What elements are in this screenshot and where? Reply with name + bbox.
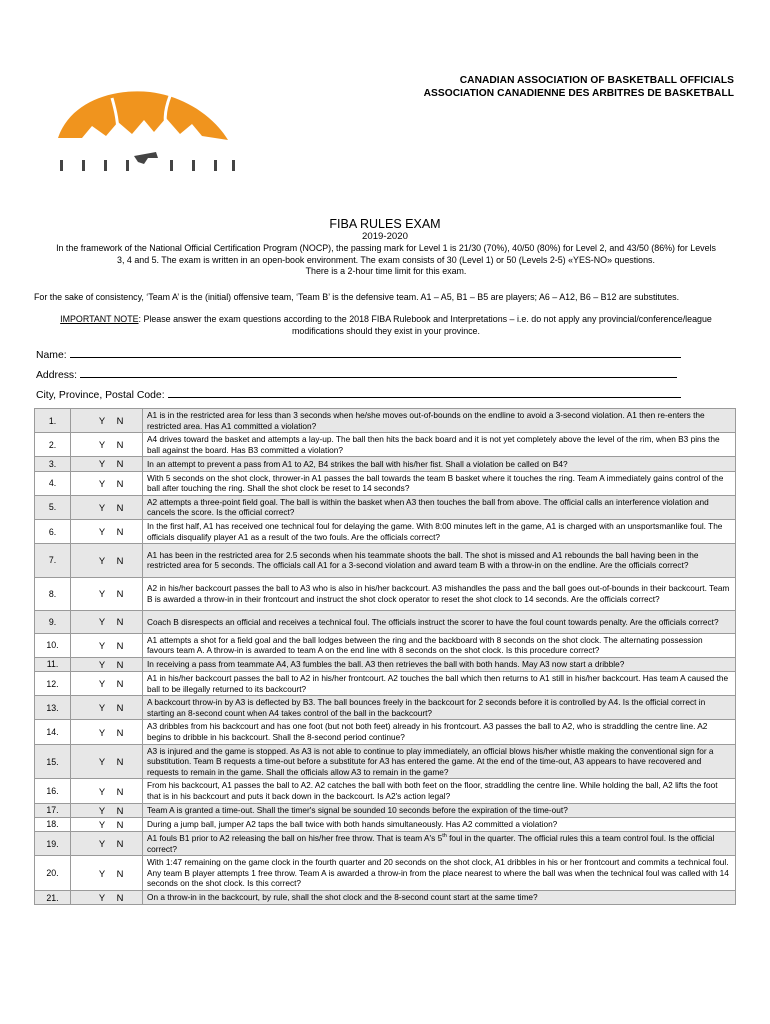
question-number: 19.	[35, 831, 71, 855]
answer-choices	[71, 610, 143, 633]
org-name-fr: ASSOCIATION CANADIENNE DES ARBITRES DE BASKETBALL	[423, 88, 734, 99]
answer-no[interactable]: N	[116, 458, 124, 470]
answer-yes[interactable]: Y	[98, 526, 106, 538]
question-number: 4.	[35, 471, 71, 495]
basketball-maple-leaf-icon	[52, 88, 242, 176]
name-field[interactable]	[36, 350, 681, 361]
important-note	[30, 314, 742, 337]
question-number: 3.	[35, 457, 71, 471]
answer-choices	[71, 577, 143, 610]
answer-yes[interactable]: Y	[98, 658, 106, 670]
question-row	[35, 471, 736, 495]
logo-letters	[60, 152, 235, 171]
question-row	[35, 696, 736, 720]
address-line[interactable]	[80, 377, 677, 378]
important-note-label: IMPORTANT NOTE	[60, 314, 139, 324]
question-number: 6.	[35, 519, 71, 543]
answer-yes[interactable]: Y	[98, 588, 106, 600]
intro-line: In the framework of the National Official Certification Program (NOCP), the passing mark for Level 1 is 21/30 (70%), 40/50 (80%) for Level 2, and 43/50 (86%) for Levels	[56, 243, 716, 253]
answer-no[interactable]: N	[116, 658, 124, 670]
question-text: A2 attempts a three-point field goal. The ball is within the basket when A3 then touches the ball from above. The official calls an interference violation and cancels the score. Is the official correct?	[143, 495, 736, 519]
question-row	[35, 657, 736, 671]
answer-yes[interactable]: Y	[98, 554, 106, 566]
answer-choices	[71, 409, 143, 433]
question-text: In the first half, A1 has received one technical foul for delaying the game. With 8:00 minutes left in the game, A1 is charged with an unsportsmanlike foul. The officials disqualify player A1 as a result of the two fouls. Are the officials correct?	[143, 519, 736, 543]
question-text: A3 dribbles from his backcourt and has one foot (but not both feet) already in his frontcourt. A3 passes the ball to A2, who is straddling the centre line. A2 begins to dribble in his backcourt. Shall the 8-second period continue?	[143, 720, 736, 744]
question-text: A backcourt throw-in by A3 is deflected by B3. The ball bounces freely in the backcourt for 2 seconds before it is controlled by A4. Is the official correct in starting an 8-second count when A4 takes control of the ball in the backcourt?	[143, 696, 736, 720]
answer-no[interactable]: N	[116, 415, 124, 427]
name-label: Name:	[36, 350, 67, 361]
exam-intro	[30, 243, 742, 278]
answer-choices	[71, 457, 143, 471]
question-number: 1.	[35, 409, 71, 433]
question-row	[35, 544, 736, 577]
question-text: In receiving a pass from teammate A4, A3 fumbles the ball. A3 then retrieves the ball with both hands. May A3 now start a dribble?	[143, 657, 736, 671]
answer-yes[interactable]: Y	[98, 477, 106, 489]
question-row	[35, 779, 736, 803]
answer-no[interactable]: N	[116, 616, 124, 628]
question-row	[35, 633, 736, 657]
answer-yes[interactable]: Y	[98, 892, 106, 904]
question-number: 2.	[35, 433, 71, 457]
answer-no[interactable]: N	[116, 588, 124, 600]
answer-yes[interactable]: Y	[98, 415, 106, 427]
question-text: A1 has been in the restricted area for 2.5 seconds when his teammate shoots the ball. The shot is missed and A1 rebounds the ball having been in the restricted area for 5 seconds. The officials call A1 for a 3-second violation and award team B with a throw-in on the endline. Are the officials correct?	[143, 544, 736, 577]
important-note-text: : Please answer the exam questions according to the 2018 FIBA Rulebook and Interpretations – i.e. do not apply any provincial/conference/league	[138, 314, 712, 324]
answer-no[interactable]: N	[116, 804, 124, 816]
answer-no[interactable]: N	[116, 756, 124, 768]
question-number: 8.	[35, 577, 71, 610]
answer-no[interactable]: N	[116, 501, 124, 513]
answer-yes[interactable]: Y	[98, 616, 106, 628]
question-text: During a jump ball, jumper A2 taps the ball twice with both hands simultaneously. Has A2 committed a violation?	[143, 817, 736, 831]
question-row	[35, 720, 736, 744]
answer-choices	[71, 672, 143, 696]
questions-table	[34, 408, 736, 905]
answer-yes[interactable]: Y	[98, 838, 106, 850]
answer-no[interactable]: N	[116, 526, 124, 538]
answer-no[interactable]: N	[116, 702, 124, 714]
answer-choices	[71, 633, 143, 657]
question-text: Team A is granted a time-out. Shall the timer's signal be sounded 10 seconds before the expiration of the time-out?	[143, 803, 736, 817]
question-text: In an attempt to prevent a pass from A1 to A2, B4 strikes the ball with his/her fist. Shall a violation be called on B4?	[143, 457, 736, 471]
answer-no[interactable]: N	[116, 477, 124, 489]
answer-choices	[71, 831, 143, 855]
question-number: 15.	[35, 744, 71, 779]
city-line[interactable]	[168, 397, 681, 398]
answer-no[interactable]: N	[116, 678, 124, 690]
answer-choices	[71, 890, 143, 904]
answer-yes[interactable]: Y	[98, 458, 106, 470]
answer-yes[interactable]: Y	[98, 439, 106, 451]
answer-choices	[71, 657, 143, 671]
answer-yes[interactable]: Y	[98, 726, 106, 738]
question-number: 18.	[35, 817, 71, 831]
question-text: From his backcourt, A1 passes the ball to A2. A2 catches the ball with both feet on the floor, straddling the centre line. While holding the ball, A2 lifts the foot that is in his backcourt and puts it back down in the backcourt. Is A2's action legal?	[143, 779, 736, 803]
answer-yes[interactable]: Y	[98, 639, 106, 651]
logo-orange-arc	[58, 91, 228, 140]
address-label: Address:	[36, 370, 78, 381]
answer-choices	[71, 471, 143, 495]
consistency-note: For the sake of consistency, ‘Team A’ is the (initial) offensive team, ‘Team B’ is the defensive team. A1 – A5, B1 – B5 are players; A6 – A12, B6 – B12 are substitutes.	[34, 292, 680, 302]
question-number: 9.	[35, 610, 71, 633]
answer-choices	[71, 696, 143, 720]
answer-no[interactable]: N	[116, 785, 124, 797]
answer-no[interactable]: N	[116, 439, 124, 451]
answer-yes[interactable]: Y	[98, 702, 106, 714]
question-text: A4 drives toward the basket and attempts a lay-up. The ball then hits the back board and it is not yet completely above the level of the rim, when B3 pins the ball against the board. Has B3 committed a violation?	[143, 433, 736, 457]
question-number: 17.	[35, 803, 71, 817]
question-row	[35, 610, 736, 633]
answer-choices	[71, 720, 143, 744]
name-line[interactable]	[70, 357, 681, 358]
answer-no[interactable]: N	[116, 818, 124, 830]
exam-year: 2019-2020	[362, 231, 408, 242]
question-number: 12.	[35, 672, 71, 696]
question-number: 20.	[35, 856, 71, 891]
question-row	[35, 457, 736, 471]
question-row	[35, 433, 736, 457]
question-text: A1 in his/her backcourt passes the ball to A2 in his/her frontcourt. A2 touches the ball which then returns to A1 still in his/her backcourt. Has team A caused the ball to be illegally returned to its backcourt?	[143, 672, 736, 696]
question-number: 7.	[35, 544, 71, 577]
question-text: A2 in his/her backcourt passes the ball to A3 who is also in his/her backcourt. A3 mishandles the pass and the ball goes out-of-bounds in their backcourt. Team B is awarded a throw-in in their frontcourt and instruct the shot clock operator to reset the shot clock to 14 seconds. Are the officials correct?	[143, 577, 736, 610]
question-number: 13.	[35, 696, 71, 720]
cabo-logo	[52, 88, 242, 176]
question-text: A1 attempts a shot for a field goal and the ball lodges between the ring and the backboard with 8 seconds on the shot clock. The alternating possession favours team A. A throw-in is awarded to team A on the end line with 8 seconds on the shot clock. Is this procedure correct?	[143, 633, 736, 657]
answer-yes[interactable]: Y	[98, 785, 106, 797]
question-row	[35, 495, 736, 519]
question-text: With 1:47 remaining on the game clock in the fourth quarter and 20 seconds on the shot clock, A1 dribbles in his or her frontcourt and commits a technical foul. Any team B player attempts 1 free throw. Team A is awarded a throw-in from the place nearest to where the ball was when the technical foul was called with 14 seconds on the shot clock. Is this correct?	[143, 856, 736, 891]
answer-choices	[71, 544, 143, 577]
org-header	[360, 74, 734, 100]
answer-yes[interactable]: Y	[98, 756, 106, 768]
intro-line: 3, 4 and 5. The exam is written in an open-book environment. The exam consists of 30 (Level 1) or 50 (Levels 2-5) «YES-NO» questions.	[117, 254, 655, 265]
address-field[interactable]	[36, 370, 677, 381]
answer-choices	[71, 744, 143, 779]
question-text: With 5 seconds on the shot clock, thrower-in A1 passes the ball towards the team B basket where it touches the ring. Team A immediately gains control of the ball after touching the ring. Shall the shot clock be reset to 14 seconds?	[143, 471, 736, 495]
question-row	[35, 831, 736, 855]
question-text: Coach B disrespects an official and receives a technical foul. The officials instruct the scorer to have the foul count towards penalty. Are the officials correct?	[143, 610, 736, 633]
question-row	[35, 890, 736, 904]
org-name-en: CANADIAN ASSOCIATION OF BASKETBALL OFFICIALS	[459, 75, 734, 86]
question-number: 11.	[35, 657, 71, 671]
answer-choices	[71, 803, 143, 817]
question-text: A1 is in the restricted area for less than 3 seconds when he/she moves out-of-bounds on the endline to avoid a 3-second violation. A1 then re-enters the restricted area. Has A1 committed a violation?	[143, 409, 736, 433]
question-number: 14.	[35, 720, 71, 744]
question-row	[35, 672, 736, 696]
answer-choices	[71, 779, 143, 803]
question-row	[35, 803, 736, 817]
exam-title: FIBA RULES EXAM	[329, 217, 441, 231]
question-text: A3 is injured and the game is stopped. As A3 is not able to continue to play immediately, an official blows his/her whistle making the conventional sign for a substitution. Team B requests a time-out before a substitute for A3 has entered the game. At the end of the time-out, A3 appears to have recovered and requests to remain in the game. Shall the officials allow A3 to remain in the game?	[143, 744, 736, 779]
question-row	[35, 519, 736, 543]
answer-no[interactable]: N	[116, 838, 124, 850]
answer-yes[interactable]: Y	[98, 804, 106, 816]
question-number: 21.	[35, 890, 71, 904]
answer-no[interactable]: N	[116, 867, 124, 879]
intro-line: There is a 2-hour time limit for this exam.	[305, 266, 467, 276]
question-text: A1 fouls B1 prior to A2 releasing the ball on his/her free throw. That is team A's 5th foul in the quarter. The official rules this a team control foul. Is the official correct?	[143, 831, 736, 855]
question-row	[35, 577, 736, 610]
city-field[interactable]	[36, 390, 681, 401]
question-row	[35, 409, 736, 433]
answer-choices	[71, 856, 143, 891]
city-label: City, Province, Postal Code:	[36, 390, 165, 401]
answer-choices	[71, 519, 143, 543]
answer-no[interactable]: N	[116, 639, 124, 651]
answer-yes[interactable]: Y	[98, 818, 106, 830]
answer-no[interactable]: N	[116, 892, 124, 904]
ordinal-suffix: th	[442, 833, 447, 840]
question-text: On a throw-in in the backcourt, by rule, shall the shot clock and the 8-second count start at the same time?	[143, 890, 736, 904]
question-row	[35, 744, 736, 779]
answer-yes[interactable]: Y	[98, 867, 106, 879]
answer-no[interactable]: N	[116, 726, 124, 738]
answer-choices	[71, 433, 143, 457]
important-note-text: modifications should they exist in your province.	[292, 325, 480, 336]
answer-no[interactable]: N	[116, 554, 124, 566]
question-number: 16.	[35, 779, 71, 803]
answer-choices	[71, 495, 143, 519]
answer-yes[interactable]: Y	[98, 501, 106, 513]
question-row	[35, 817, 736, 831]
question-number: 10.	[35, 633, 71, 657]
question-number: 5.	[35, 495, 71, 519]
answer-yes[interactable]: Y	[98, 678, 106, 690]
answer-choices	[71, 817, 143, 831]
question-row	[35, 856, 736, 891]
